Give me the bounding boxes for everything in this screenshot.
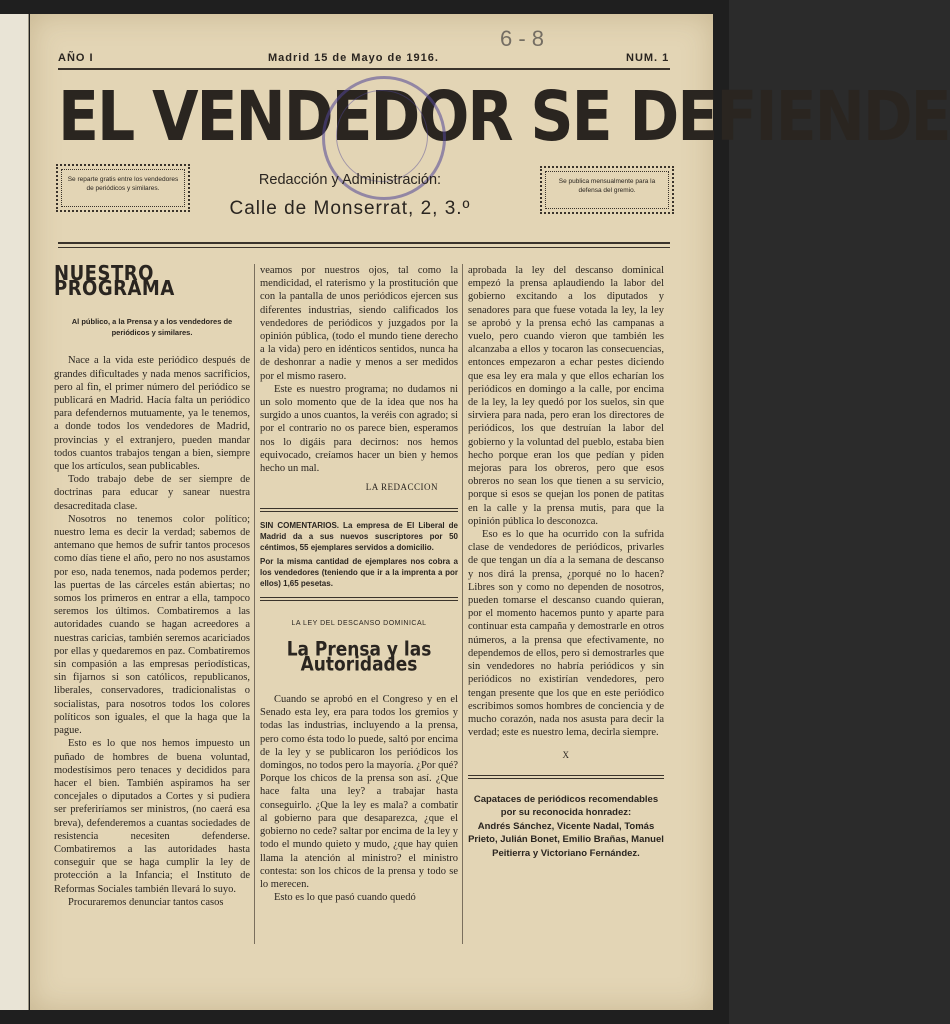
header-rule-1 [58, 242, 670, 244]
article-title: La Prensa y las Autoridades [286, 638, 432, 677]
column-divider-2 [462, 264, 463, 944]
signature-x: X [562, 750, 570, 761]
newspaper-page [30, 14, 950, 1010]
paragraph: Eso es lo que ha ocurrido con la sufrida clase de vendedores de periódicos, privarles de que tengan un día a la semana de descanso y nos dirá la prensa, ¿porqué no lo hacen? Libres son y como no dependen de nosotros, pueden tomarse el descanso cuando quieran, por el momento hacemos punto y aparte para continuar esta campaña y demostrarle en otros números, a la prensa que efectivamente, no dependemos de ellos, pero si demostrarles que sin vendedores no habría periódicos y sin periódicos no existirían vendedores, pero tengan presente que los que en este periódico escribimos somos hombres de conciencia y de mucho corazón, nada nos asusta para decir la verdad; este es nuestro lema, decirla siempre. [468, 529, 664, 739]
capataces-heading: Capataces de periódicos recomendables por su reconocida honradez: [473, 793, 659, 819]
facing-page-edge [0, 14, 29, 1010]
pencil-annotation: 6 - 8 [500, 26, 545, 51]
section-rule [260, 511, 458, 512]
right-notice-text: Se publica mensualmente para la defensa del gremio. [545, 171, 669, 209]
paragraph: aprobada la ley del descanso dominical empezó la prensa aplaudiendo la labor del gobierno excitando a los diputados y senadores para que fuese votada la ley, la ley se aprobó y la prensa echó las campanas a vuelo, pero cuando vieron que también les alcanzaba a ellos y tocaron las consecuencias, entonces empezaron a echar pestes diciendo que esa ley era mala y que ellos echarían los periódicos en domingo a la calle, por encima de la ley, la ley quedó por los suelos, sin que sirviera para nada, pero eran los directores de periódicos, los que destruían la labor del gobierno y la voluntad del pueblo, estaba bien hecho porque eran los que pedían y piden mejoras para los obreros, pero que esos obreros no sean los que tienen a su servicio, porque si esos se quejan los ponen de patitas en la calle y la prensa mutis, para que la opinión pública lo desconozca. [468, 265, 664, 527]
paragraph: Esto es lo que nos hemos impuesto un puñado de hombres de buena voluntad, modestísimos pero tenaces y decididos para hacer el bien. También aspiramos ha ser concejales o diputados a Cortes y si pudiera ser preferiríamos ser ministros, (no caerá esa breva), defenderemos a cuantas sociedades de resistencia necesiten defenderse. Combatiremos a las autoridades hasta conseguir que se haga cumplir la ley de protección a la Infancia; el Instituto de Reformas Sociales también llevará lo suyo. [54, 738, 250, 895]
paragraph: veamos por nuestros ojos, tal como la mendicidad, el raterismo y la prostitución que con la pantalla de unos periódicos ejercen sus diferentes industrias, siendo calificados los vendedores de periódicos y juzgados por la opinión pública, (todo el mundo tiene derecho a la vida) pero en idénticos sentidos, nunca ha de deshonrar a nadie y menos a ser medidos por el mismo rasero. [260, 265, 458, 382]
right-notice-box [540, 166, 674, 214]
section-rule [260, 600, 458, 601]
paragraph: Cuando se aprobó en el Congreso y en el Senado esta ley, era para todos los gremios y todas las industrias, incluyendo a la prensa, pero como ésta todo lo puede, saltó por encima de la ley y se publicaron los periódicos los domingos, no todos pero la mayoría. ¿Por qué? Porque los chicos de la prensa son así. ¿Que hace falta una ley? a trabajar hasta conseguirlo. ¿Que la ley es mala? a combatir al gobierno para que desaparezca, ¿que el gobierno no cede? saltar por encima de la ley y todo el mundo quieto y mudo, ¿que hay quien llama la atención al ministro? el ministro contesta: son los chicos de la prensa y todo se lo merecen. [260, 694, 459, 890]
column-2 [260, 264, 458, 904]
library-stamp-inner [336, 90, 428, 182]
paragraph: Esto es lo que pasó cuando quedó [274, 892, 416, 904]
paragraph: Nosotros no tenemos color político; nuestro lema es decir la verdad; sabemos de antemano que hemos de sufrir tantos procesos como días tiene el año, pero no nos asustamos por eso, nada tenemos, nada podemos perder; las puertas de las cárceles están abiertas; no somos los primeros en entrar a ella, tampoco seremos los últimos. Combatiremos a las autoridades cuando se hagan acreedores a nuestras caricias, también seremos acariciados por ellas y quedaremos en paz. Combatiremos sin compasión a las empresas periodísticas, sin fijarnos si son católicos, republicanos, liberales, conservadores, tradicionalistas o socialistas, para nosotros todos los colores políticos son iguales, el que la haga que la pague. [54, 513, 250, 737]
section-heading: LA LEY DEL DESCANSO DOMINICAL [291, 620, 427, 628]
column-3 [468, 264, 664, 860]
address: Calle de Monserrat, 2, 3.º [229, 198, 471, 219]
column-divider-1 [254, 264, 255, 944]
issue-date: Madrid 15 de Mayo de 1916. [268, 52, 439, 64]
redaccion-label: Redacción y Administración: [258, 172, 442, 188]
left-notice-box [56, 164, 190, 212]
paragraph: Procuraremos denunciar tantos casos [68, 896, 224, 908]
column-1 [54, 261, 250, 909]
section-rule [468, 775, 664, 776]
paragraph: Nace a la vida este periódico después de grandes dificultades y nada menos sacrificios, pero al fin, el primer número del periódico se publicará en Madrid. Hacía falta un periódico para defendernos mutuamente, ya le tenemos, a donde todos los vendedores de Madrid, provincias y el extranjero, pueden mandar todos cuantos trabajos tengan a bien, siempre que los artículos, sean publicables. [54, 355, 250, 473]
paragraph: Este es nuestro programa; no dudamos ni un solo momento que de la idea que nos ha surgido a unos cuantos, la veréis con agrado; si por el contrario no os parece bien, esperamos nos lo digáis para decirnos: nos hemos equivocado, creíamos hacer un bien y hemos hecho un mal. [260, 383, 458, 475]
program-subtitle: Al público, a la Prensa y a los vendedores de periódicos y similares. [71, 317, 233, 338]
section-rule [260, 508, 458, 509]
capataces-names: Andrés Sánchez, Vicente Nadal, Tomás Prieto, Julián Bonet, Emilio Brañas, Manuel Peitierra y Victoriano Fernández. [468, 820, 664, 859]
paragraph: Todo trabajo debe de ser siempre de doctrinas para educar y sanear nuestra desacreditada clase. [54, 474, 250, 512]
left-notice-text: Se reparte gratis entre los vendedores de periódicos y similares. [61, 169, 185, 207]
section-rule [468, 778, 664, 779]
sin-comentarios-text-2: Por la misma cantidad de ejemplares nos cobra a los vendedores (teniendo que ir a la imprenta a por ellos) 1,65 pesetas. [260, 557, 458, 589]
signature-redaccion: LA REDACCION [365, 482, 438, 493]
issue-year: AÑO I [58, 52, 94, 64]
section-rule [260, 597, 458, 598]
sin-comentarios-text: SIN COMENTARIOS. La empresa de El Liberal de Madrid da a sus nuevos suscriptores por 50 céntimos, 55 ejemplares servidos a domicilio. [260, 521, 458, 553]
issue-number: NUM. 1 [626, 52, 670, 64]
masthead-title: EL VENDEDOR SE DEFIENDE [58, 76, 950, 158]
program-title: NUESTRO PROGRAMA [54, 261, 175, 301]
header-rule-2 [58, 247, 670, 248]
